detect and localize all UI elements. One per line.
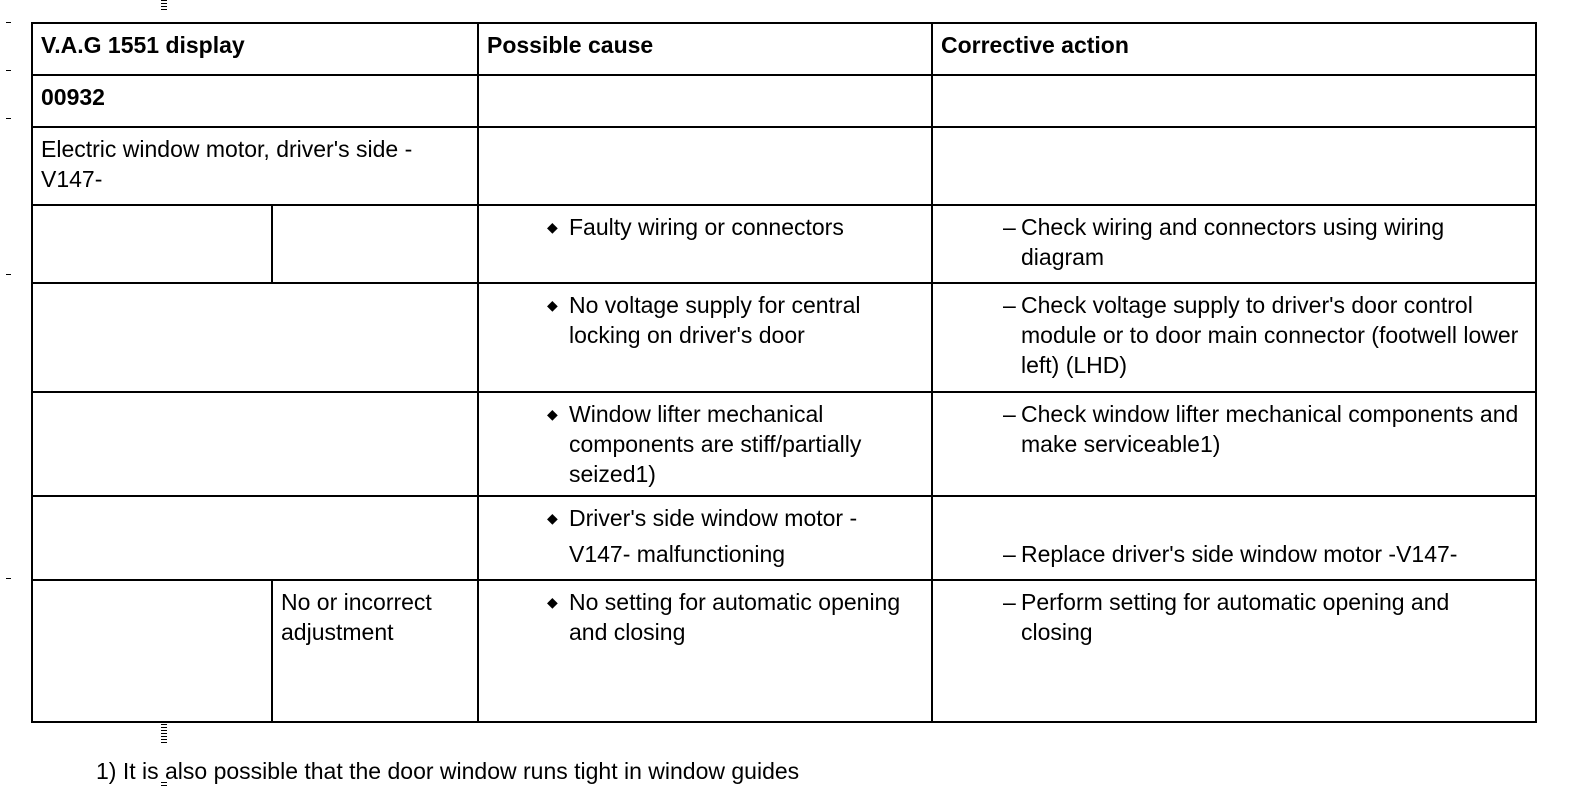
empty-cell (32, 580, 272, 722)
margin-mark (6, 22, 11, 23)
column-marker (161, 724, 167, 745)
action-text: Check voltage supply to driver's door control module or to door main connector (footwell lower left) (LHD) (1021, 292, 1519, 378)
cause-line: Driver's side window motor - (569, 505, 858, 531)
cause-cell (478, 392, 932, 496)
dash-icon: – (1003, 589, 1016, 615)
symptom-cell (32, 283, 478, 392)
margin-mark (6, 70, 11, 71)
margin-mark (6, 118, 11, 119)
action-cell (932, 392, 1536, 496)
action-text: Check window lifter mechanical components and make serviceable1) (1021, 401, 1519, 457)
table-row (32, 496, 1536, 580)
cause-cell (478, 496, 932, 580)
bullet-icon: ◆ (547, 297, 558, 313)
header-row (32, 23, 1536, 75)
action-text: Check wiring and connectors using wiring diagram (1021, 214, 1445, 270)
empty-cell (478, 75, 932, 127)
cause-text: Faulty wiring or connectors (569, 214, 844, 240)
empty-cell (932, 127, 1536, 205)
action-text: Replace driver's side window motor -V147- (1021, 541, 1458, 567)
header-display: V.A.G 1551 display (32, 23, 478, 75)
action-cell (932, 205, 1536, 283)
margin-mark (6, 578, 11, 579)
dash-icon: – (1003, 214, 1016, 240)
dash-icon: – (1003, 401, 1016, 427)
table-row (32, 205, 1536, 283)
header-action: Corrective action (932, 23, 1536, 75)
dash-icon: – (1003, 292, 1016, 318)
margin-mark (6, 274, 11, 275)
bullet-icon: ◆ (547, 406, 558, 422)
cause-text: No voltage supply for central locking on driver's door (569, 292, 861, 348)
bullet-icon: ◆ (547, 219, 558, 235)
symptom-cell (272, 205, 478, 283)
table-row (32, 283, 1536, 392)
fault-code: 00932 (32, 75, 478, 127)
cause-cell (478, 580, 932, 722)
fault-code-row (32, 75, 1536, 127)
action-text: Perform setting for automatic opening and closing (1021, 589, 1450, 645)
cause-line: V147- malfunctioning (569, 541, 786, 567)
table-row (32, 392, 1536, 496)
header-cause: Possible cause (478, 23, 932, 75)
action-cell (932, 580, 1536, 722)
symptom-cell: No or incorrect adjustment (272, 580, 478, 722)
empty-cell (32, 205, 272, 283)
empty-cell (478, 127, 932, 205)
action-cell (932, 283, 1536, 392)
cause-text: Window lifter mechanical components are stiff/partially seized1) (569, 401, 862, 487)
column-marker (161, 0, 167, 12)
cause-cell (478, 205, 932, 283)
empty-cell (932, 75, 1536, 127)
symptom-cell (32, 392, 478, 496)
component-row (32, 127, 1536, 205)
cause-text: No setting for automatic opening and closing (569, 589, 901, 645)
action-cell (932, 496, 1536, 580)
diagnosis-table (31, 22, 1537, 723)
footnote: 1) It is also possible that the door window runs tight in window guides (96, 758, 800, 784)
bullet-icon: ◆ (547, 510, 558, 526)
bullet-icon: ◆ (547, 594, 558, 610)
cause-text (569, 503, 923, 569)
symptom-cell (32, 496, 478, 580)
component-name: Electric window motor, driver's side -V147- (32, 127, 478, 205)
dash-icon: – (1003, 541, 1016, 567)
cause-cell (478, 283, 932, 392)
table-row (32, 580, 1536, 722)
